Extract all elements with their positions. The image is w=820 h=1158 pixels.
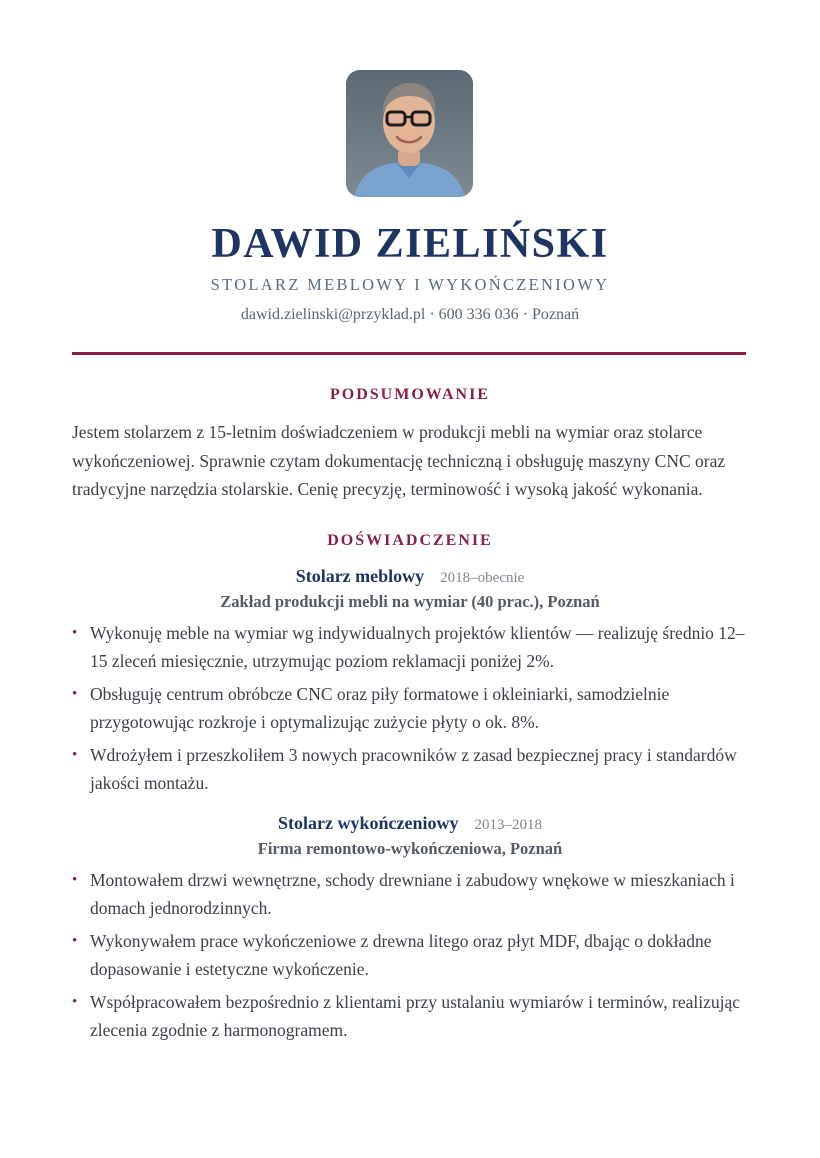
job-title: Stolarz meblowy [295,566,425,586]
job-bullets [72,866,750,1049]
job-header [0,813,820,834]
list-item: • Współpracowałem bezpośrednio z klientami przy ustalaniu wymiarów i terminów, realizując zlecenia zgodnie z harmonogramem. [72,988,750,1044]
summary-text: Jestem stolarzem z 15-letnim doświadczeniem w produkcji mebli na wymiar oraz stolarce wykończeniowej. Sprawnie czytam dokumentację techniczną i obsługuję maszyny CNC oraz tradycyjne narzędzia stolarskie. Cenię precyzję, terminowość i wysoką jakość wykonania. [72,422,726,499]
job-years: 2018–obecnie [440,570,525,586]
job-company: Zakład produkcji mebli na wymiar (40 prac.), Poznań [220,592,600,611]
bullet-icon: • [72,747,78,763]
job-title: Stolarz wykończeniowy [278,813,459,833]
candidate-name: DAWID ZIELIŃSKI [211,221,609,267]
profile-photo [346,70,473,197]
bullet-icon: • [72,686,78,702]
header-divider [72,352,746,355]
bullet-icon: • [72,625,78,641]
bullet-icon: • [72,994,78,1010]
list-item: • Montowałem drzwi wewnętrzne, schody drewniane i zabudowy wnękowe w mieszkaniach i domach jednorodzinnych. [72,866,750,922]
job-bullets [72,619,750,802]
job-years: 2013–2018 [474,817,542,833]
portrait-illustration [346,70,473,197]
bullet-icon: • [72,872,78,888]
job-company: Firma remontowo-wykończeniowa, Poznań [257,839,563,858]
bullet-icon: • [72,933,78,949]
list-item: • Wdrożyłem i przeszkoliłem 3 nowych pracowników z zasad bezpiecznej pracy i standardów jakości montażu. [72,741,750,797]
job-header [0,566,820,587]
list-item: • Wykonywałem prace wykończeniowe z drewna litego oraz płyt MDF, dbając o dokładne dopasowanie i estetyczne wykończenie. [72,927,750,983]
summary-heading: PODSUMOWANIE [329,386,490,403]
contact-line: dawid.zielinski@przyklad.pl · 600 336 036 · Poznań [240,306,580,323]
job-headline: STOLARZ MEBLOWY I WYKOŃCZENIOWY [210,275,610,294]
experience-heading: DOŚWIADCZENIE [327,532,493,549]
list-item: • Wykonuję meble na wymiar wg indywidualnych projektów klientów — realizuję średnio 12–15 zleceń miesięcznie, utrzymując poziom reklamacji poniżej 2%. [72,619,750,675]
list-item: • Obsługuję centrum obróbcze CNC oraz piły formatowe i okleiniarki, samodzielnie przygotowując rozkroje i optymalizując zużycie płyty o ok. 8%. [72,680,750,736]
